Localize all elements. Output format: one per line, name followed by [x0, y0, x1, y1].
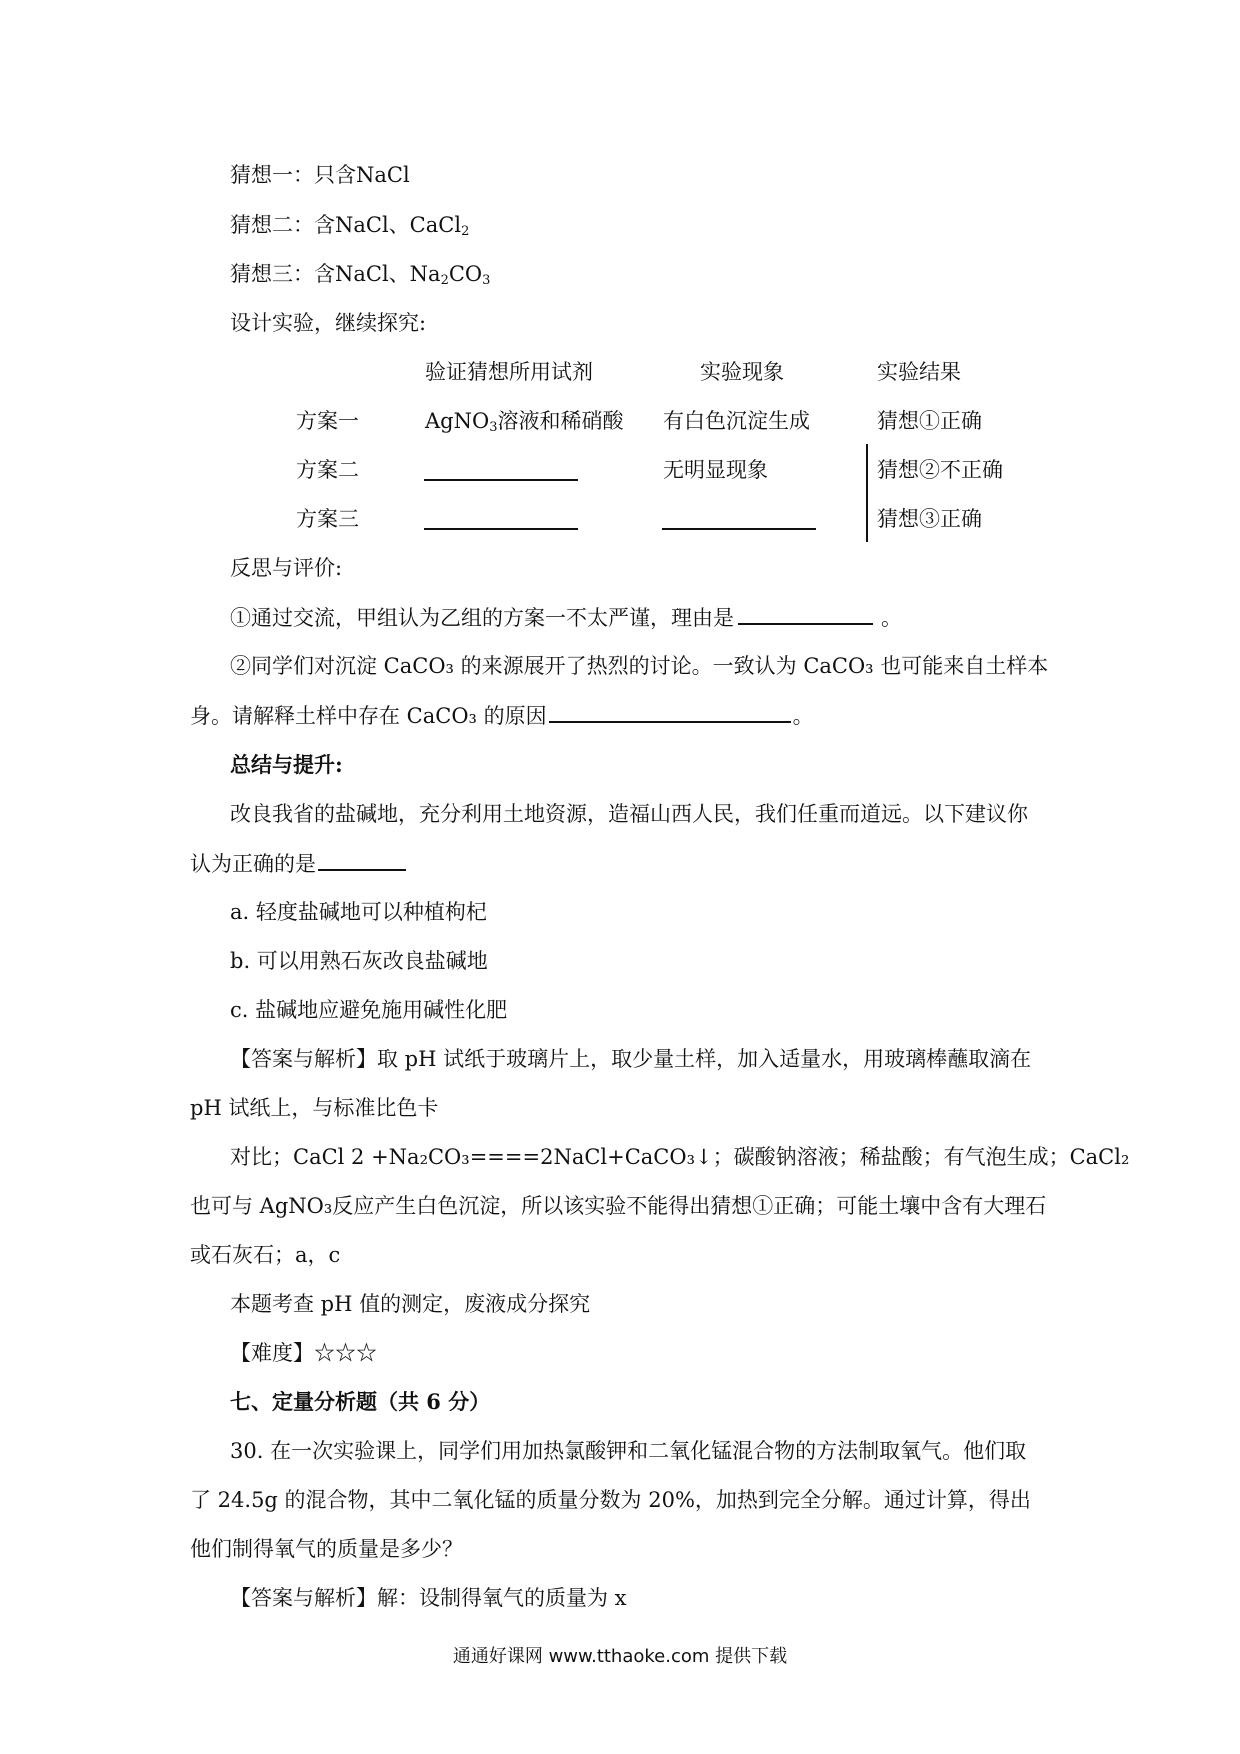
- table-row-phenomenon: 有白色沉淀生成: [663, 409, 810, 433]
- answer-blank[interactable]: [738, 603, 873, 625]
- table-header-reagent: 验证猜想所用试剂: [425, 360, 593, 384]
- table-row-plan: 方案一: [296, 409, 359, 433]
- footer-text: 通通好课网 www.tthaoke.com 提供下载: [452, 1646, 788, 1667]
- guess-1: 猜想一：只含NaCl: [230, 163, 410, 187]
- answer1-line3: 对比；CaCl 2 +Na₂CO₃====2NaCl+CaCO₃↓；碳酸钠溶液；稀盐酸；有气泡生成；CaCl₂: [230, 1145, 1130, 1169]
- difficulty-text: 【难度】☆☆☆: [230, 1341, 377, 1365]
- brace-line: [866, 444, 868, 542]
- table-row-reagent: AgNO$_3$溶液和稀硝酸: [425, 409, 624, 435]
- answer1-line1: 【答案与解析】取 pH 试纸于玻璃片上，取少量土样，加入适量水，用玻璃棒蘸取滴在: [230, 1047, 1032, 1071]
- summary-line2: 认为正确的是: [190, 849, 406, 878]
- answer1-line5: 或石灰石；a，c: [190, 1243, 341, 1267]
- q30-line1: 30. 在一次实验课上，同学们用加热氯酸钾和二氧化锰混合物的方法制取氧气。他们取: [230, 1439, 1027, 1463]
- answer-blank[interactable]: [549, 701, 791, 723]
- reflection-q1: ①通过交流，甲组认为乙组的方案一不太严谨，理由是 。: [230, 603, 902, 632]
- answer-blank[interactable]: [318, 849, 406, 871]
- reflection-q2-line1: ②同学们对沉淀 CaCO₃ 的来源展开了热烈的讨论。一致认为 CaCO₃ 也可能来自土样本: [230, 654, 1049, 678]
- option-a: a. 轻度盐碱地可以种植枸杞: [230, 900, 487, 924]
- table-header-result: 实验结果: [877, 360, 961, 384]
- table-row-phenomenon: 无明显现象: [663, 458, 768, 482]
- guess-2: 猜想二：含NaCl、CaCl$_2$: [230, 213, 470, 239]
- topic-text: 本题考查 pH 值的测定，废液成分探究: [230, 1292, 591, 1316]
- option-c: c. 盐碱地应避免施用碱性化肥: [230, 998, 508, 1022]
- reflection-q2-line2: 身。请解释土样中存在 CaCO₃ 的原因 。: [190, 701, 814, 730]
- design-text: 设计实验，继续探究:: [230, 311, 427, 335]
- answer-blank[interactable]: [662, 528, 816, 530]
- answer-blank[interactable]: [424, 528, 578, 530]
- table-row-result: 猜想③正确: [877, 507, 982, 531]
- table-row-result: 猜想①正确: [877, 409, 982, 433]
- option-b: b. 可以用熟石灰改良盐碱地: [230, 949, 488, 973]
- summary-title: 总结与提升:: [230, 752, 343, 777]
- table-row-result: 猜想②不正确: [877, 458, 1003, 482]
- guess-3: 猜想三：含NaCl、$Na_2CO_3$: [230, 262, 491, 288]
- table-header-phenomenon: 实验现象: [700, 360, 784, 384]
- table-row-plan: 方案二: [296, 458, 359, 482]
- answer1-line2: pH 试纸上，与标准比色卡: [190, 1096, 439, 1120]
- q30-answer: 【答案与解析】解：设制得氧气的质量为 x: [230, 1586, 627, 1610]
- q30-line2: 了 24.5g 的混合物，其中二氧化锰的质量分数为 20%，加热到完全分解。通过计算，得出: [190, 1488, 1031, 1512]
- answer-blank[interactable]: [424, 479, 578, 481]
- section7-title: 七、定量分析题（共 6 分）: [230, 1389, 491, 1414]
- q30-line3: 他们制得氧气的质量是多少？: [190, 1537, 463, 1561]
- reflection-title: 反思与评价:: [230, 556, 343, 580]
- summary-line1: 改良我省的盐碱地，充分利用土地资源，造福山西人民，我们任重而道远。以下建议你: [230, 802, 1028, 826]
- table-row-plan: 方案三: [296, 507, 359, 531]
- answer1-line4: 也可与 AgNO₃反应产生白色沉淀，所以该实验不能得出猜想①正确；可能土壤中含有大理石: [190, 1194, 1047, 1218]
